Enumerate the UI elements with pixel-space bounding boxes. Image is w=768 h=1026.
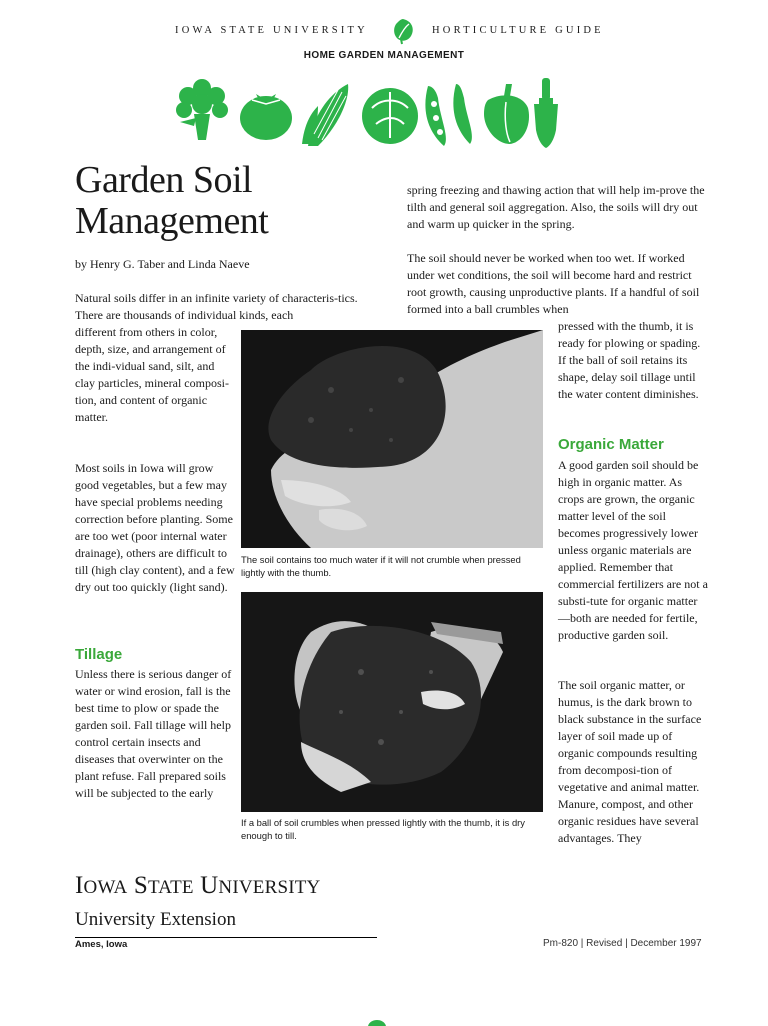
wet-soil-paragraph-continued: pressed with the thumb, it is ready for plowing or spading. If the ball of soil retains its shape, delay soil tillage until the water content diminishes. — [558, 319, 701, 401]
cabbage-icon — [362, 88, 418, 144]
series-title: HOME GARDEN MANAGEMENT — [303, 50, 465, 61]
tillage-paragraph: Unless there is serious danger of water or wind erosion, fall is the best time to plow or spade the garden soil. Fall tillage will help control certain insects and diseases that overwinter on the plant refuse. Fall prepared soils will be subjected to the early — [75, 667, 232, 800]
authors-byline: by Henry G. Taber and Linda Naeve — [75, 257, 250, 271]
organic-matter-heading: Organic Matter — [558, 436, 664, 453]
tomato-icon — [240, 94, 292, 140]
humus-paragraph: The soil organic matter, or humus, is the dark brown to black substance in the surface layer of soil made up of organic compounds resulting from decomposi-tion of vegetative and animal matter. Manure, compost, and other organic residues have several advantages. They — [558, 678, 702, 845]
masthead-guide: HORTICULTURE GUIDE — [432, 25, 604, 36]
wet-soil-paragraph-start: The soil should never be worked when too wet. If worked under wet conditions, the soil will become hard and restrict root growth, causing unproductive plants. If a handful of soil formed into a ball crumbles when — [407, 251, 700, 316]
leaf-logo-icon — [390, 17, 416, 45]
wet-soil-hand-photo — [241, 330, 543, 548]
masthead-university: IOWA STATE UNIVERSITY — [175, 25, 368, 36]
intro-paragraph-start: Natural soils differ in an infinite variety of characteris-tics. There are thousands of individual kinds, each — [75, 291, 358, 322]
pea-pod-icon — [425, 84, 471, 146]
tillage-continued-paragraph: spring freezing and thawing action that will help im-prove the tilth and general soil aggregation. Also, the soils will dry out and warm up quicker in the spring. — [407, 183, 705, 231]
vegetable-banner — [172, 78, 562, 150]
title-line-1: Garden Soil — [75, 159, 253, 201]
footer-rule — [75, 937, 377, 938]
university-extension: University Extension — [75, 909, 236, 930]
pepper-icon — [484, 84, 529, 144]
page-title — [75, 160, 268, 242]
leaf-mark-icon — [366, 1016, 388, 1026]
broccoli-icon — [176, 79, 228, 140]
isu-wordmark: IOWA STATE UNIVERSITY — [75, 872, 321, 899]
trowel-icon — [534, 78, 558, 148]
iowa-soils-paragraph: Most soils in Iowa will grow good vegetables, but a few may have special problems needing correction before planting. Some are too wet (poor internal water drainage), others are difficult to till (high clay content), and a few dry out too quickly (light sand). — [75, 461, 235, 594]
photo-caption-2: If a ball of soil crumbles when pressed lightly with the thumb, it is dry enough to till. — [241, 817, 525, 841]
photo-caption-1: The soil contains too much water if it will not crumble when pressed lightly with the thumb. — [241, 554, 521, 578]
intro-paragraph-continued: different from others in color, depth, size, and arrangement of the indi-vidual sand, silt, and clay particles, mineral composi-tion, and content of organic matter. — [75, 325, 229, 424]
organic-matter-paragraph: A good garden soil should be high in organic matter. As crops are grown, the organic matter level of the soil becomes progressively lower unless organic materials are applied. Remember that commercial fertilizers are not a substi-tute for organic matter—both are needed for fertile, productive garden soil. — [558, 458, 708, 642]
title-line-2: Management — [75, 200, 269, 242]
publication-info: Pm-820 | Revised | December 1997 — [543, 938, 702, 949]
city-label: Ames, Iowa — [75, 939, 128, 950]
corn-icon — [302, 84, 348, 146]
crumbling-soil-hands-photo — [241, 592, 543, 812]
tillage-heading: Tillage — [75, 646, 123, 663]
